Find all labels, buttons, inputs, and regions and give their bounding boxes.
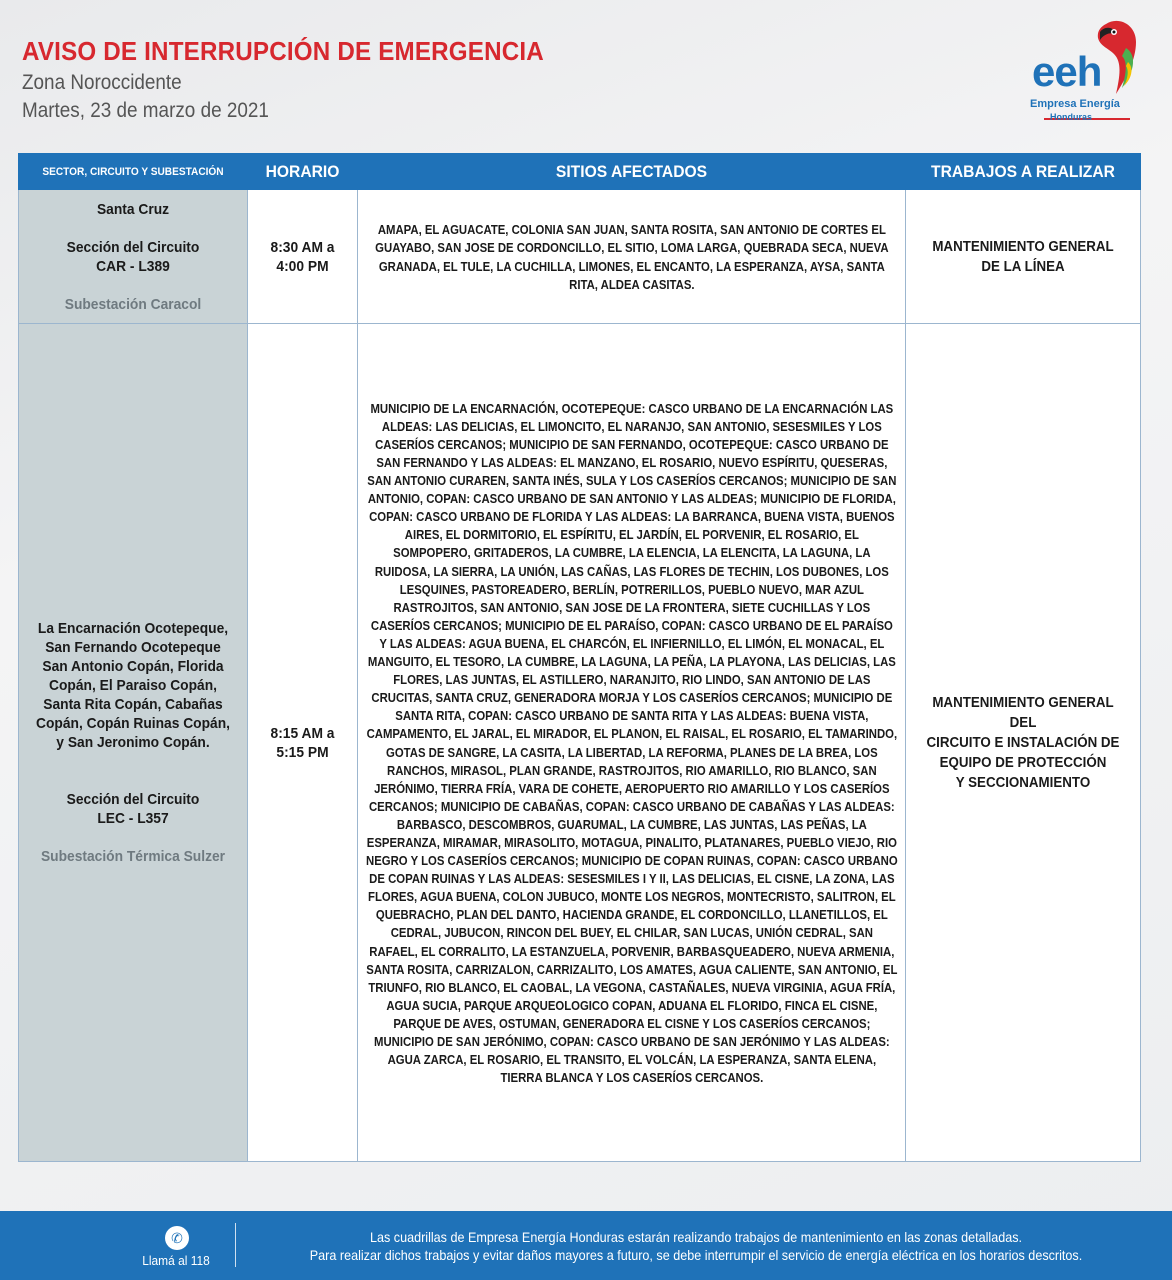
footer-banner (0, 1211, 1172, 1280)
sector-name: Santa Cruz (96, 200, 170, 218)
sector-name: San Fernando Ocotepeque (45, 639, 221, 656)
phone-icon[interactable]: ✆ (165, 1226, 189, 1250)
sector-name: Copán, Copán Ruinas Copán, (36, 715, 230, 732)
circuit-id: LEC - L357 (97, 810, 169, 827)
work-cell (906, 190, 1141, 324)
sector-name: San Antonio Copán, Florida (42, 658, 224, 675)
work-line: EQUIPO DE PROTECCIÓN (939, 754, 1107, 771)
footer-line: Las cuadrillas de Empresa Energía Honduras estarán realizando trabajos de mantenimiento en las zonas detalladas. (369, 1229, 1023, 1245)
logo-company-name: Empresa Energía (1030, 98, 1120, 110)
notice-header (22, 36, 583, 123)
time-start: 8:15 AM a (270, 724, 335, 742)
work-line: Y SECCIONAMIENTO (955, 774, 1091, 791)
sector-name: y San Jeronimo Copán. (56, 734, 210, 751)
time-start: 8:30 AM a (270, 238, 335, 256)
notice-title: AVISO DE INTERRUPCIÓN DE EMERGENCIA (22, 36, 544, 66)
table-row (19, 190, 1141, 324)
time-end: 4:00 PM (276, 257, 329, 275)
footer-line: Para realizar dichos trabajos y evitar daños mayores a futuro, se debe interrumpir el servicio de energía eléctrica en los horarios descritos. (309, 1247, 1083, 1263)
circuit-id: CAR - L389 (96, 257, 170, 275)
header-horario: HORARIO (248, 154, 358, 190)
header-sector: SECTOR, CIRCUITO Y SUBESTACIÓN (19, 154, 248, 190)
work-line: MANTENIMIENTO GENERAL DEL (932, 694, 1114, 731)
footer-message (246, 1228, 1146, 1264)
work-line: MANTENIMIENTO GENERAL (932, 238, 1114, 255)
notice-date: Martes, 23 de marzo de 2021 (22, 99, 269, 122)
affected-sites-text: MUNICIPIO DE LA ENCARNACIÓN, OCOTEPEQUE: CASCO URBANO DE LA ENCARNACIÓN LAS ALDEAS: LAS DELICIAS, EL LIMONCITO, EL NARANJO, SAN ANTONIO, SESESMILES Y LOS CASERÍOS CERCANOS; MUNICIPIO DE SAN FERNANDO, OCOTEPEQUE: CASCO URBANO DE SAN FERNANDO Y LAS ALDEAS: EL MANZANO, EL ROSARIO, NUEVO ESPÍRITU, QUESERAS, SAN ANTONIO CURAREN, SANTA INÉS, SULA Y LOS CASERÍOS CERCANOS; MUNICIPIO DE SAN ANTONIO, COPAN: CASCO URBANO DE SAN ANTONIO Y LAS ALDEAS; MUNICIPIO DE FLORIDA, COPAN: CASCO URBANO DE FLORIDA Y LAS ALDEAS: LA BARRANCA, BUENA VISTA, BUENOS AIRES, EL DORMITORIO, EL ESPÍRITU, EL JARDÍN, EL PORVENIR, EL ROSARIO, EL SOMPOPERO, GRITADEROS, LA CUMBRE, LA ELENCIA, LA ELENCITA, LA LAGUNA, LA RUIDOSA, LA SIERRA, LA UNIÓN, LAS CAÑAS, LAS FLORES DE TECHIN, LOS DUBONES, LOS LESQUINES, PASTOREADERO, BERLÍN, POTRERILLOS, PUEBLO NUEVO, MAR AZUL RASTROJITOS, SAN ANTONIO, SAN JOSE DE LA FRONTERA, SIETE CUCHILLAS Y LOS CASERÍOS CERCANOS; MUNICIPIO DE EL PARAÍSO, COPAN: CASCO URBANO DE EL PARAÍSO Y LAS ALDEAS: AGUA BUENA, EL CHARCÓN, EL INFIERNILLO, EL LIMÓN, EL MONACAL, EL MANGUITO, EL TESORO, LA CUMBRE, LA LAGUNA, LA PEÑA, LA PLAYONA, LAS DELICIAS, LAS FLORES, LAS JUNTAS, EL ASTILLERO, NARANJITO, RIO LINDO, SAN ANTONIO DE LAS CRUCITAS, SANTA CRUZ, GENERADORA MORJA Y LOS CASERÍOS CERCANOS; MUNICIPIO DE SANTA RITA, COPAN: CASCO URBANO DE SANTA RITA Y LAS ALDEAS: BUENA VISTA, CAMPAMENTO, EL JARAL, EL MIRADOR, EL PLANON, EL RAISAL, EL ROSARIO, EL TAMARINDO, GOTAS DE SANGRE, LA CASITA, LA LIBERTAD, LA REFORMA, PLANES DE LA BREA, LOS RANCHOS, MIRASOL, PLAN GRANDE, RASTROJITOS, RIO AMARILLO, RIO BLANCO, SAN JERÓNIMO, TIERRA FRÍA, VARA DE COHETE, AEROPUERTO RIO AMARILLO Y LOS CASERÍOS CERCANOS; MUNICIPIO DE CABAÑAS, COPAN: CASCO URBANO DE CABAÑAS Y LAS ALDEAS: BARBASCO, DESCOMBROS, GUARUMAL, LA CUMBRE, LAS JUNTAS, LAS PEÑAS, LA ESPERANZA, MIRAMAR, MIRASOLITO, MOTAGUA, PINALITO, PLATANARES, PUEBLO VIEJO, RIO NEGRO Y LOS CASERÍOS CERCANOS; MUNICIPIO DE COPAN RUINAS, COPAN: CASCO URBANO DE COPAN RUINAS Y LAS ALDEAS: SESESMILES I Y II, LAS DELICIAS, EL CISNE, LA ZONA, LAS FLORES, AGUA BUENA, COLON JUBUCO, MONTE LOS NEGROS, MONTECRISTO, SALITRON, EL QUEBRACHO, PLAN DEL DANTO, HACIENDA GRANDE, EL CORDONCILLO, LLANETILLOS, EL CEDRAL, JUBUCON, RINCON DEL BUEY, EL CHILAR, SAN LUCAS, UNIÓN CEDRAL, SAN RAFAEL, EL CORRALITO, LA ESTANZUELA, PORVENIR, BARBASQUEADERO, NUEVA ARMENIA, SANTA ROSITA, CARRIZALON, CARRIZALITO, LOS AMATES, AGUA CALIENTE, SAN ANTONIO, EL TRIUNFO, RIO BLANCO, EL CAOBAL, LA VEGONA, CASTAÑALES, NUEVA VIRGINIA, AGUA FRÍA, AGUA SUCIA, PARQUE ARQUEOLOGICO COPAN, ADUANA EL FLORIDO, FINCA EL CISNE, PARQUE DE AVES, OSTUMAN, GENERADORA EL CISNE Y LOS CASERÍOS CERCANOS; MUNICIPIO DE SAN JERÓNIMO, COPAN: CASCO URBANO DE SAN JERÓNIMO Y LAS ALDEAS: AGUA ZARCA, EL ROSARIO, EL TRANSITO, EL VOLCÁN, LA ESPERANZA, SANTA ELENA, TIERRA BLANCA Y LOS CASERÍOS CERCANOS. (366, 400, 898, 1086)
logo-brand: eeh (1032, 48, 1102, 95)
sector-name: Santa Rita Copán, Cabañas (43, 696, 223, 713)
substation-name: Subestación Caracol (64, 295, 202, 313)
work-line: CIRCUITO E INSTALACIÓN DE (926, 734, 1120, 751)
sector-name: La Encarnación Ocotepeque, (37, 620, 229, 637)
footer-divider (235, 1223, 236, 1267)
outage-table (18, 153, 1141, 1162)
eeh-logo (1030, 18, 1142, 124)
substation-name: Subestación Térmica Sulzer (40, 848, 226, 865)
zone-label: Zona Noroccidente (22, 71, 182, 94)
table-row (19, 324, 1141, 1162)
affected-sites-cell (358, 190, 906, 324)
work-line: DE LA LÍNEA (981, 258, 1065, 275)
section-label: Sección del Circuito (66, 791, 200, 808)
header-trabajos: TRABAJOS A REALIZAR (906, 154, 1141, 190)
time-end: 5:15 PM (276, 743, 329, 761)
logo-country: Honduras (1050, 112, 1093, 122)
schedule-cell (248, 324, 358, 1162)
table-header-row (19, 154, 1141, 190)
sector-cell (19, 324, 248, 1162)
header-sitios: SITIOS AFECTADOS (358, 154, 906, 190)
section-label: Sección del Circuito (66, 238, 200, 256)
affected-sites-cell (358, 324, 906, 1162)
work-cell (906, 324, 1141, 1162)
affected-sites-text: AMAPA, EL AGUACATE, COLONIA SAN JUAN, SANTA ROSITA, SAN ANTONIO DE CORTES EL GUAYABO, SAN JOSE DE CORDONCILLO, EL SITIO, LOMA LARGA, QUEBRADA SECA, NUEVA GRANADA, EL TULE, LA CUCHILLA, LIMONES, EL ENCANTO, LA ESPERANZA, AYSA, SANTA RITA, ALDEA CASITAS. (375, 222, 889, 292)
sector-name: Copán, El Paraiso Copán, (49, 677, 217, 694)
phone-label[interactable]: Llamá al 118 (142, 1253, 210, 1268)
schedule-cell (248, 190, 358, 324)
sector-cell (19, 190, 248, 324)
